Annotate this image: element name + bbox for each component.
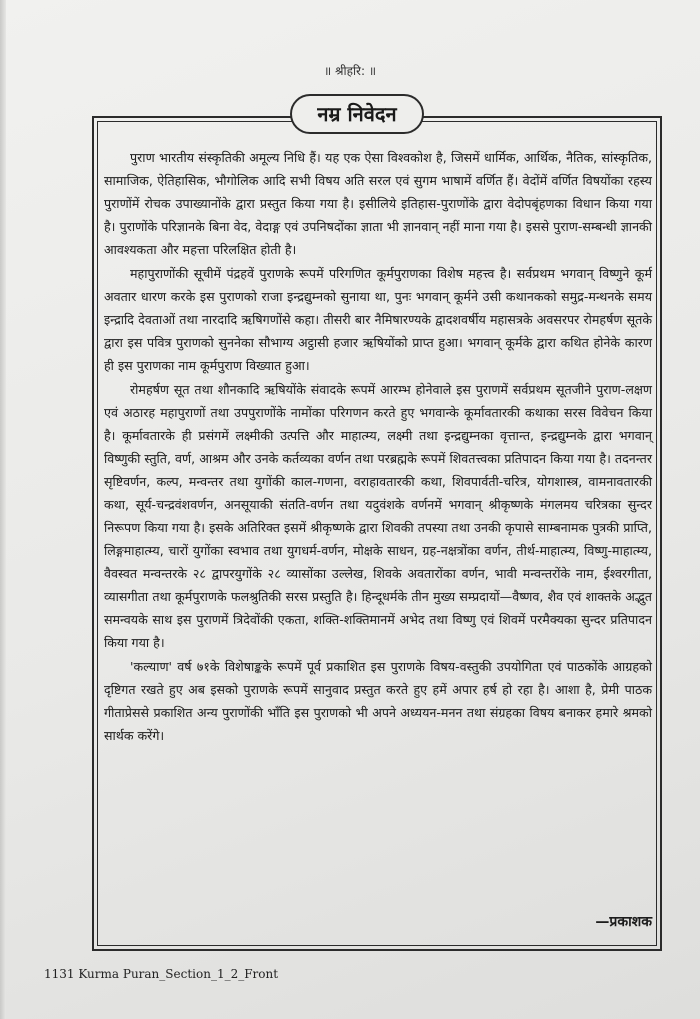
paragraph-3: रोमहर्षण सूत तथा शौनकादि ऋषियोंके संवादके रूपमें आरम्भ होनेवाले इस पुराणमें सर्वप्रथम सूतजीने पुराण-लक्षण एवं अठारह महापुराणों तथा उपपुराणोंके नामोंका परिगणन करते हुए भगवान्के कूर्मावतारकी कथाका सरस विवेचन किया है। कूर्मावतारके ही प्रसंगमें लक्ष्मीकी उत्पत्ति और माहात्म्य, लक्ष्मी तथा इन्द्रद्युम्नका वृत्तान्त, इन्द्रद्युम्नके द्वारा भगवान् विष्णुकी स्तुति, वर्ण, आश्रम और उनके कर्तव्यका वर्णन तथा परब्रह्मके रूपमें शिवतत्त्वका प्रतिपादन किया गया है। तदनन्तर सृष्टिवर्णन, कल्प, मन्वन्तर तथा युगोंकी काल-गणना, वराहावतारकी कथा, शिवपार्वती-चरित्र, योगशास्त्र, वामनावतारकी कथा, सूर्य-चन्द्रवंशवर्णन, अनसूयाकी संतति-वर्णन तथा यदुवंशके वर्णनमें भगवान् श्रीकृष्णके मंगलमय चरित्रका सुन्दर निरूपण किया गया है। इसके अतिरिक्त इसमें श्रीकृष्णके द्वारा शिवकी तपस्या तथा उनकी कृपासे साम्बनामक पुत्रकी प्राप्ति, लिङ्गमाहात्म्य, चारों युगोंका स्वभाव तथा युगधर्म-वर्णन, मोक्षके साधन, ग्रह-नक्षत्रोंका वर्णन, तीर्थ-माहात्म्य, विष्णु-माहात्म्य, वैवस्वत मन्वन्तरके २८ द्वापरयुगोंके २८ व्यासोंका उल्लेख, शिवके अवतारोंका वर्णन, भावी मन्वन्तरोंके नाम, ईश्वरगीता, व्यासगीता तथा कूर्मपुराणके फलश्रुतिकी सरस प्रस्तुति है। हिन्दूधर्मके तीन मुख्य सम्प्रदायों—वैष्णव, शैव एवं शाक्तके अद्भुत समन्वयके साथ इस पुराणमें त्रिदेवोंकी एकता, शक्ति-शक्तिमानमें अभेद तथा विष्णु एवं शिवमें परमैक्यका सुन्दर प्रतिपादन किया गया है। (104, 382, 652, 650)
paragraph-1: पुराण भारतीय संस्कृतिकी अमूल्य निधि हैं। यह एक ऐसा विश्वकोश है, जिसमें धार्मिक, आर्थिक, नैतिक, सांस्कृतिक, सामाजिक, ऐतिहासिक, भौगोलिक आदि सभी विषय अति सरल एवं सुगम भाषामें वर्णित हैं। वेदोंमें वर्णित विषयोंका रहस्य पुराणोंमें रोचक उपाख्यानोंके द्वारा प्रस्तुत किया गया है। इसीलिये इतिहास-पुराणोंके द्वारा वेदोपबृंहणका विधान किया गया है। पुराणोंके परिज्ञानके बिना वेद, वेदाङ्ग एवं उपनिषदोंका ज्ञाता भी ज्ञानवान् नहीं माना गया है। इससे पुराण-सम्बन्धी ज्ञानकी आवश्यकता और महत्ता परिलक्षित होती है। (104, 150, 652, 257)
body-text (104, 146, 652, 748)
title-badge (290, 94, 424, 134)
invocation-header: ॥ श्रीहरि: ॥ (323, 64, 377, 78)
page-edge (0, 0, 6, 1019)
print-footer: 1131 Kurma Puran_Section_1_2_Front (44, 967, 279, 981)
publisher-signature: —प्रकाशक (595, 914, 652, 930)
page-title: नम्र निवेदन (317, 102, 397, 126)
paragraph-4: 'कल्याण' वर्ष ७१के विशेषाङ्कके रूपमें पूर्व प्रकाशित इस पुराणके विषय-वस्तुकी उपयोगिता एवं पाठकोंके आग्रहको दृष्टिगत रखते हुए अब इसको पुराणके रूपमें सानुवाद प्रस्तुत करते हुए हमें अपार हर्ष हो रहा है। आशा है, प्रेमी पाठक गीताप्रेससे प्रकाशित अन्य पुराणोंकी भाँति इस पुराणको भी अपने अध्ययन-मनन तथा संग्रहका विषय बनाकर हमारे श्रमको सार्थक करेंगे। (104, 659, 652, 743)
paragraph-2: महापुराणोंकी सूचीमें पंद्रहवें पुराणके रूपमें परिगणित कूर्मपुराणका विशेष महत्त्व है। सर्वप्रथम भगवान् विष्णुने कूर्म अवतार धारण करके इस पुराणको राजा इन्द्रद्युम्नको सुनाया था, पुनः भगवान् कूर्मने उसी कथानकको समुद्र-मन्थनके समय इन्द्रादि देवताओं तथा नारदादि ऋषिगणोंसे कहा। तीसरी बार नैमिषारण्यके द्वादशवर्षीय महासत्रके अवसरपर रोमहर्षण सूतके द्वारा इस पवित्र पुराणको सुननेका सौभाग्य अट्ठासी हजार ऋषियोंको प्राप्त हुआ। भगवान् कूर्मके द्वारा कथित होनेके कारण ही इस पुराणका नाम कूर्मपुराण विख्यात हुआ। (104, 266, 652, 373)
